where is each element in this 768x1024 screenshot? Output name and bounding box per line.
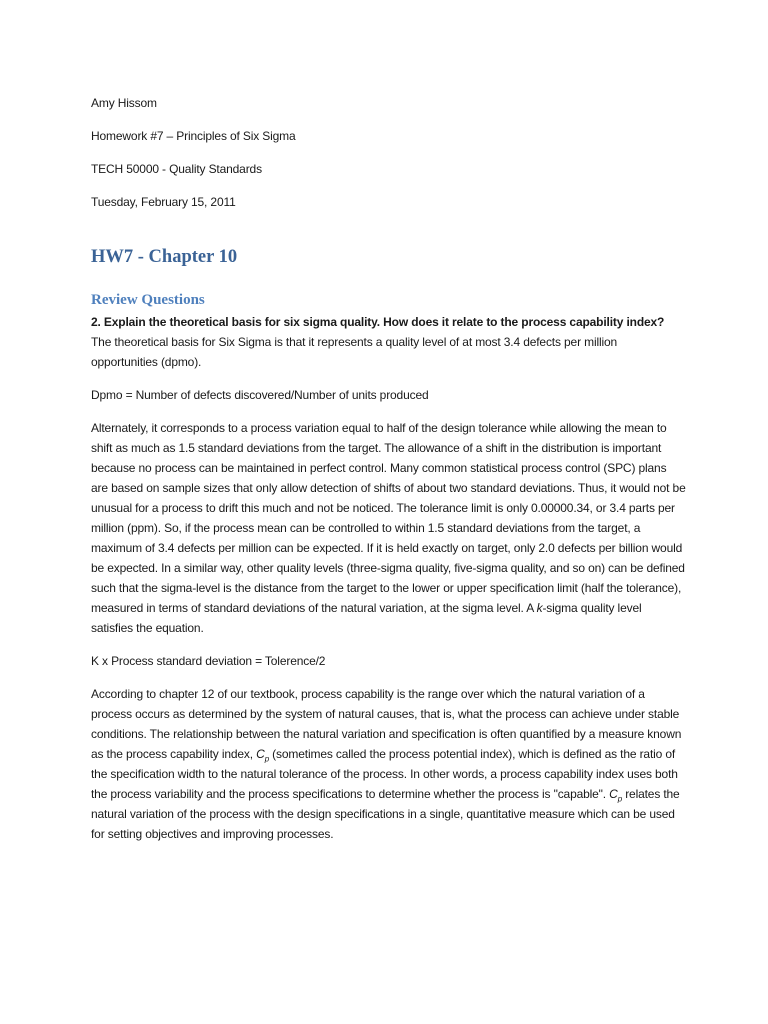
cp-symbol-2 [609,787,623,804]
section-heading: Review Questions [91,292,205,308]
document-body [91,93,686,857]
chapter-heading: HW7 - Chapter 10 [91,247,238,267]
assignment-title: Homework #7 – Principles of Six Sigma [91,129,296,143]
paragraph-tolerance-tail: -sigma quality level satisfies the equation. [91,601,642,635]
paragraph-capability-part3: relates the natural variation of the process with the design specifications in a single, quantitative measure which can be used for setting objectives and improving processes. [91,787,680,841]
paragraph-capability-part2: (sometimes called the process potential index), which is defined as the ratio of the specification width to the natural tolerance of the process. In other words, a process capability index uses both the process variability and the process specifications to determine whether the process is "capable". [91,747,678,801]
cp-subscript: p [264,754,269,764]
paragraph-capability [91,684,686,844]
k-formula: K x Process standard deviation = Tolerence/2 [91,654,326,668]
answer-intro: The theoretical basis for Six Sigma is that it represents a quality level of at most 3.4 defects per million opportunities (dpmo). [91,335,618,369]
author-name: Amy Hissom [91,96,157,110]
question-text: 2. Explain the theoretical basis for six sigma quality. How does it relate to the process capability index? [91,315,665,329]
cp-letter-2: C [609,787,618,801]
paragraph-tolerance-main: Alternately, it corresponds to a process variation equal to half of the design tolerance while allowing the mean to shift as much as 1.5 standard deviations from the target. The allowance of a shift in the distribution is important because no process can be maintained in perfect control. Many common statistical process control (SPC) plans are based on sample sizes that only allow detection of shifts of about two standard deviations. Thus, it would not be unusual for a process to drift this much and not be noticed. The tolerance limit is only 0.00000.34, or 3.4 parts per million (ppm). So, if the process mean can be controlled to within 1.5 standard deviations from the target, a maximum of 3.4 defects per million can be expected. If it is held exactly on target, only 2.0 defects per billion would be expected. In a similar way, other quality levels (three-sigma quality, five-sigma quality, and so on) can be defined such that the sigma-level is the distance from the target to the lower or upper specification limit (half the tolerance), measured in terms of standard deviations of the natural variation, at the sigma level. A [91,421,686,615]
cp-symbol [256,747,269,764]
paragraph-capability-part1: According to chapter 12 of our textbook, process capability is the range over which the natural variation of a process occurs as determined by the system of natural causes, that is, what the process can achieve under stable conditions. The relationship between the natural variation and specification is often quantified by a measure known as the process capability index, [91,687,682,761]
dpmo-formula: Dpmo = Number of defects discovered/Number of units produced [91,388,429,402]
k-variable: k [536,601,543,615]
paragraph-tolerance [91,418,686,638]
course-name: TECH 50000 - Quality Standards [91,162,262,176]
cp-subscript-2: p [617,794,623,804]
cp-letter: C [256,747,265,761]
document-date: Tuesday, February 15, 2011 [91,195,236,209]
